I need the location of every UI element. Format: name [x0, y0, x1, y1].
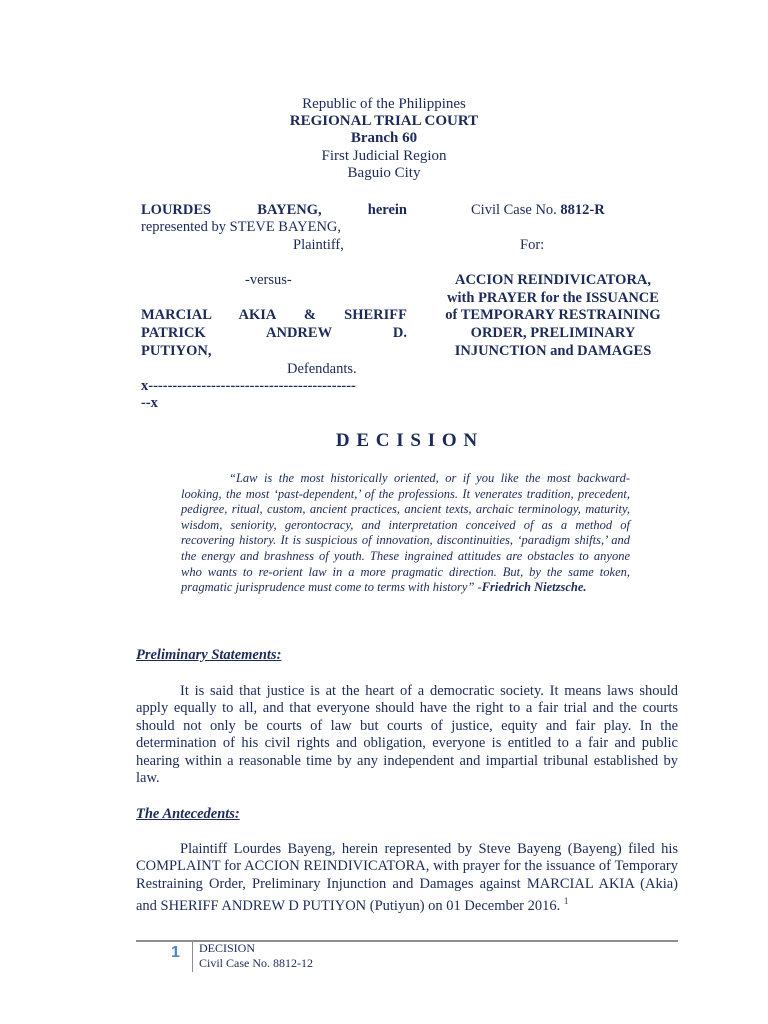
- section-title-preliminary: Preliminary Statements:: [136, 647, 282, 663]
- footer-doc-title: DECISION: [199, 941, 255, 955]
- action-line-1: ACCION REINDIVICATORA,: [454, 272, 652, 288]
- action-line-4: ORDER, PRELIMINARY: [470, 325, 636, 341]
- antecedents-text: Plaintiff Lourdes Bayeng, herein represented by Steve Bayeng (Bayeng) filed his COMPLAINT for ACCION REINDIVICATORA, with prayer for the issuance of Temporary Restraining Order, Preliminary Injunction and Damages against MARCIAL AKIA (Akia) and SHERIFF ANDREW D PUTIYON (Putiyun) on 01 December 2016.: [136, 841, 678, 915]
- action-line-5: INJUNCTION and DAMAGES: [454, 343, 652, 359]
- court-city: Baguio City: [347, 165, 421, 181]
- for-label: For:: [520, 237, 545, 253]
- plaintiff-role: Plaintiff,: [293, 237, 344, 253]
- quote-text: “Law is the most historically oriented, or if you like the most backward-looking, the most ‘past-dependent,’ of the professions. It venerates tradition, precedent, pedigree, ritual, custom, ancient practices, ancient texts, archaic terminology, maturity, wisdom, seniority, gerontocracy, and interpretation conceived of as a method of recovering history. It is suspicious of innovation, discontinuities, ‘paradigm shifts,’ and the energy and brashness of youth. These ingrained attitudes are obstacles to anyone who wants to re-orient law in a more pragmatic direction. But, by the same token, pragmatic jurisprudence must come to terms with history” -: [181, 471, 630, 595]
- footer-caption: [199, 941, 313, 971]
- footnote-reference[interactable]: 1: [563, 896, 569, 907]
- plaintiff-representative: represented by STEVE BAYENG,: [141, 219, 342, 235]
- quote-author: Friedrich Nietzsche.: [481, 580, 587, 595]
- action-line-3: of TEMPORARY RESTRAINING: [445, 307, 661, 323]
- defendants-line-1: MARCIAL AKIA & SHERIFF: [141, 307, 407, 323]
- court-branch: Branch 60: [350, 130, 418, 146]
- plaintiff-name: LOURDES BAYENG, herein: [141, 202, 407, 218]
- antecedents-paragraph: [136, 841, 678, 915]
- court-region: First Judicial Region: [321, 148, 447, 164]
- section-title-antecedents: The Antecedents:: [136, 806, 240, 822]
- court-country: Republic of the Philippines: [302, 96, 466, 112]
- case-number-line: [471, 201, 605, 219]
- epigraph-quote: [181, 471, 630, 596]
- defendants-line-2: PATRICK ANDREW D.: [141, 325, 407, 341]
- case-number: 8812-R: [560, 202, 605, 218]
- page-number: 1: [171, 944, 180, 961]
- defendants-role: Defendants.: [287, 361, 357, 377]
- document-title: D E C I S I O N: [335, 430, 479, 451]
- case-number-label: Civil Case No.: [471, 202, 557, 218]
- versus-label: -versus-: [245, 272, 292, 288]
- caption-separator: x-------------------------------------------: [141, 378, 356, 394]
- footer-divider: [192, 942, 193, 972]
- caption-separator-end: --x: [141, 395, 158, 411]
- preliminary-paragraph: It is said that justice is at the heart of a democratic society. It means laws should apply equally to all, and that everyone should have the right to a fair trial and the courts should not only be courts of law but courts of justice, equity and fair play. In the determination of his civil rights and obligation, everyone is entitled to a fair and public hearing within a reasonable time by any independent and impartial tribunal established by law.: [136, 683, 678, 787]
- defendants-line-3: PUTIYON,: [141, 343, 212, 359]
- court-name: REGIONAL TRIAL COURT: [289, 113, 479, 129]
- footer-case-ref: Civil Case No. 8812-12: [199, 956, 313, 970]
- action-line-2: with PRAYER for the ISSUANCE: [447, 290, 659, 306]
